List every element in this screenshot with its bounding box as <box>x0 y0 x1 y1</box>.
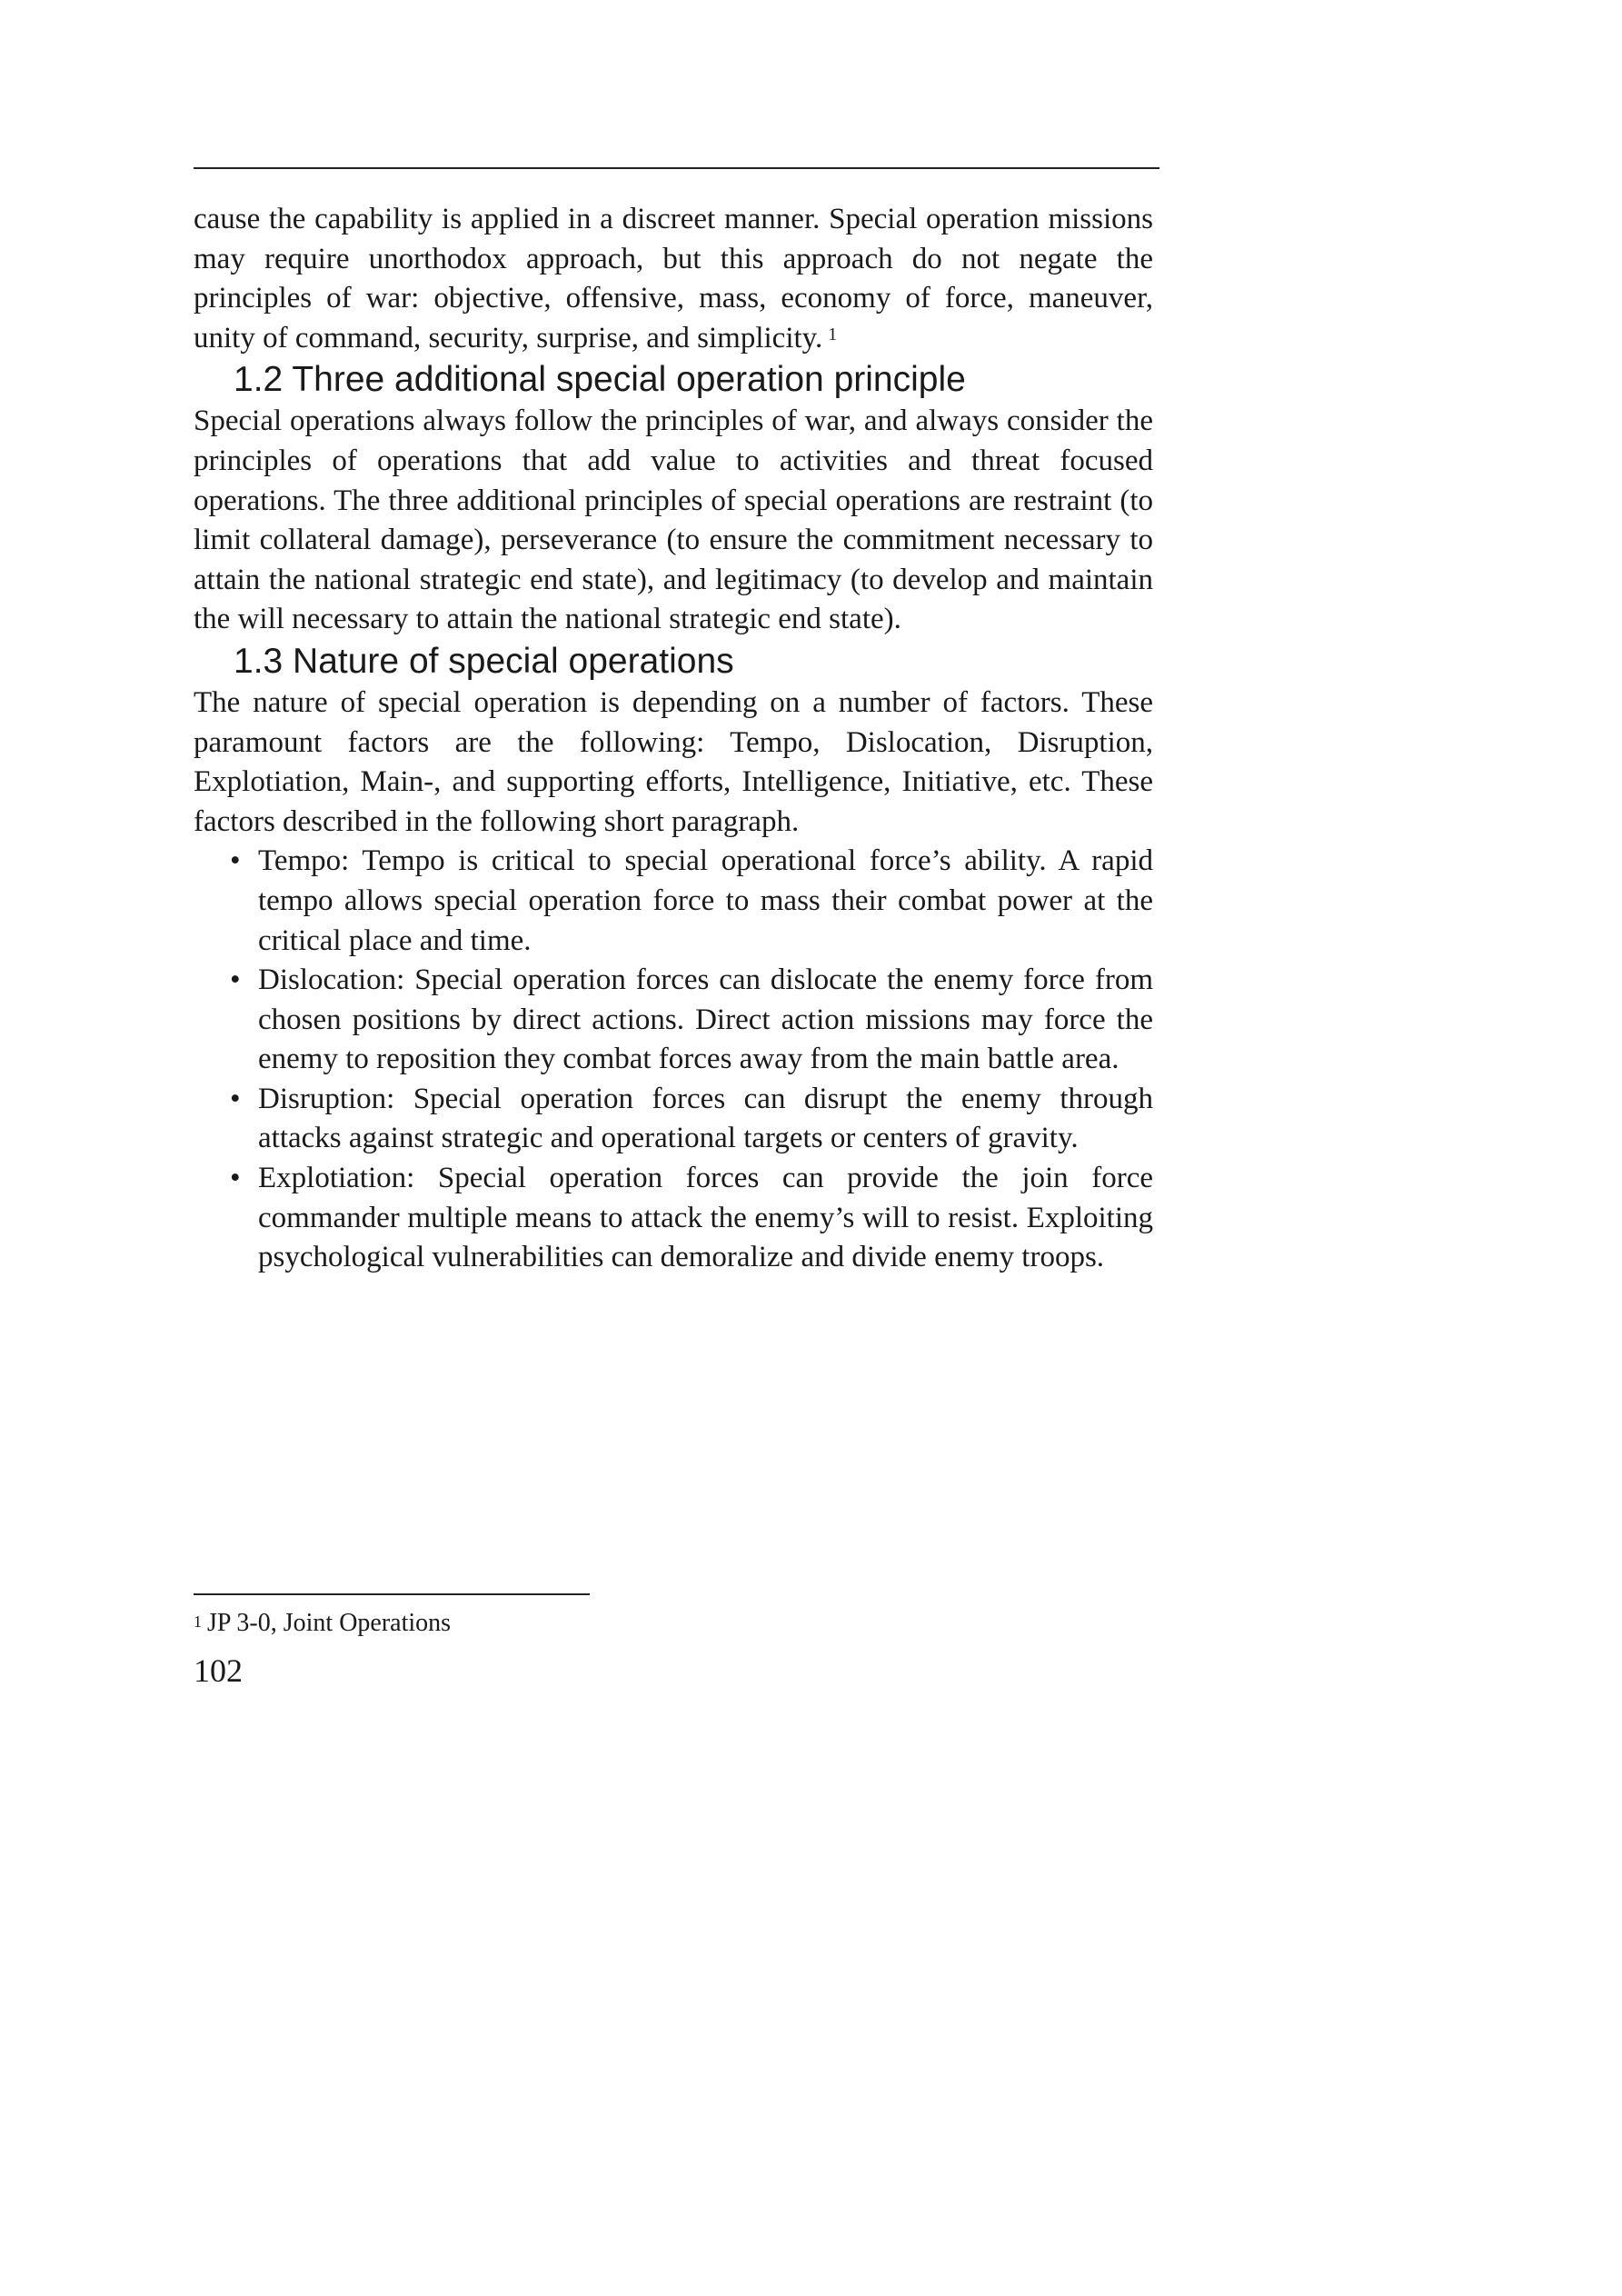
page-number: 102 <box>194 1652 243 1689</box>
section-heading-1-2: 1.2 Three additional special operation principle <box>234 360 966 400</box>
intro-text: cause the capability is applied in a discreet manner. Special operation missions may require unorthodox approach, but this approach do not negate the principles of war: objective, offensive, mass, economy of force, maneuver, unity of command, security, surprise, and simplicity. <box>194 203 1153 354</box>
bullet-icon: • <box>230 844 241 878</box>
factor-list <box>194 842 1153 1278</box>
list-item-text: Dislocation: Special operation forces can dislocate the enemy force from chosen positions by direct actions. Direct action missions may force the enemy to reposition they combat forces away from the main battle area. <box>258 963 1153 1076</box>
bullet-icon: • <box>230 1082 241 1115</box>
footnote-reference: 1 <box>828 324 838 344</box>
bullet-icon: • <box>230 1162 241 1195</box>
footnote-number: 1 <box>194 1612 202 1631</box>
intro-paragraph <box>194 200 1153 358</box>
footnote-rule <box>194 1593 590 1595</box>
list-item-dislocation <box>194 961 1153 1080</box>
footnote-text: JP 3-0, Joint Operations <box>207 1609 452 1637</box>
list-item-explotiation <box>194 1159 1153 1278</box>
list-item-text: Explotiation: Special operation forces can provide the join force commander multiple means to attack the enemy’s will to resist. Exploiting psychological vulnerabilities can demoralize and divide enemy troops. <box>258 1162 1153 1274</box>
list-item-text: Disruption: Special operation forces can disrupt the enemy through attacks against strategic and operational targets or centers of gravity. <box>258 1082 1153 1155</box>
section-heading-1-3: 1.3 Nature of special operations <box>234 641 734 681</box>
list-item-text: Tempo: Tempo is critical to special operational force’s ability. A rapid tempo allows special operation force to mass their combat power at the critical place and time. <box>258 844 1153 957</box>
section-1-2-paragraph: Special operations always follow the principles of war, and always consider the principles of operations that add value to activities and threat focused operations. The three additional principles of special operations are restraint (to limit collateral damage), perseverance (to ensure the commitment necessary to attain the national strategic end state), and legitimacy (to develop and maintain the will necessary to attain the national strategic end state). <box>194 404 1153 636</box>
footnote <box>194 1607 451 1640</box>
header-rule <box>194 167 1159 169</box>
list-item-tempo <box>194 842 1153 961</box>
main-content <box>194 200 1153 1278</box>
bullet-icon: • <box>230 963 241 997</box>
section-1-3-paragraph: The nature of special operation is depending on a number of factors. These paramount factors are the following: Tempo, Dislocation, Disruption, Explotiation, Main-, and supporting efforts, Intelligence, Initiative, etc. These factors described in the following short paragraph. <box>194 685 1153 838</box>
list-item-disruption <box>194 1080 1153 1159</box>
